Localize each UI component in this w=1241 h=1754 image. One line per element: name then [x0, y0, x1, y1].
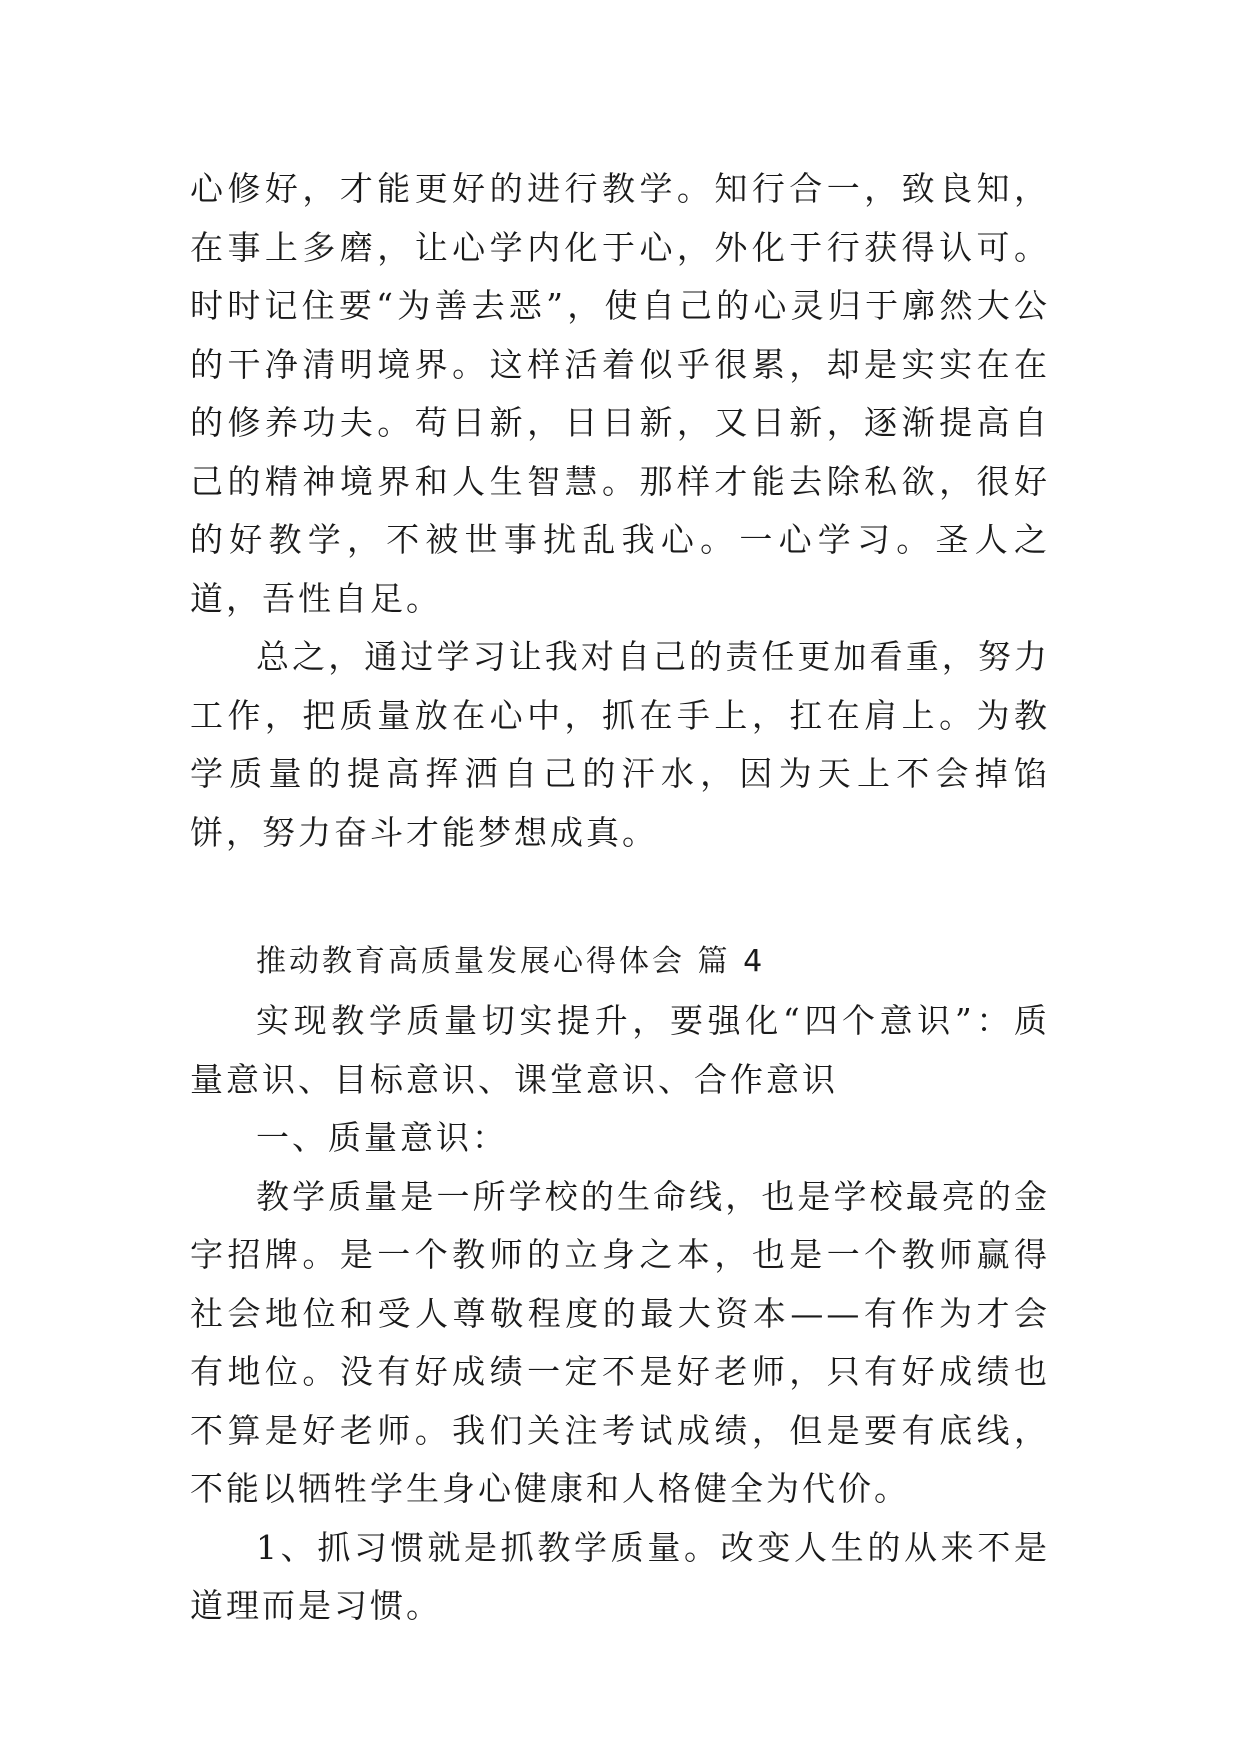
paragraph-habits: 1、抓习惯就是抓教学质量。改变人生的从来不是道理而是习惯。: [190, 1527, 1050, 1625]
paragraph-quality-lifeline: 教学质量是一所学校的生命线，也是学校最亮的金字招牌。是一个教师的立身之本，也是一个教师赢得社会地位和受人尊敬程度的最大资本——有作为才会有地位。没有好成绩一定不是好老师，只有好成绩也不算是好老师。我们关注考试成绩，但是要有底线，不能以牺牲学生身心健康和人格健全为代价。: [190, 1176, 1050, 1508]
document-body: [190, 160, 1050, 1636]
paragraph-continuation: 心修好，才能更好的进行教学。知行合一，致良知，在事上多磨，让心学内化于心，外化于行获得认可。时时记住要“为善去恶”，使自己的心灵归于廓然大公的干净清明境界。这样活着似乎很累，却是实实在在的修养功夫。苟日新，日日新，又日新，逐渐提高自己的精神境界和人生智慧。那样才能去除私欲，很好的好教学，不被世事扰乱我心。一心学习。圣人之道，吾性自足。: [190, 169, 1050, 618]
paragraph-conclusion: 总之，通过学习让我对自己的责任更加看重，努力工作，把质量放在心中，抓在手上，扛在肩上。为教学质量的提高挥洒自己的汗水，因为天上不会掉馅饼，努力奋斗才能梦想成真。: [190, 637, 1050, 852]
section-heading: 推动教育高质量发展心得体会 篇 4: [256, 944, 766, 979]
section-4: [190, 932, 1050, 1636]
paragraph-four-awareness: 实现教学质量切实提升，要强化“四个意识”：质量意识、目标意识、课堂意识、合作意识: [190, 1001, 1050, 1099]
subheading-quality-awareness: 一、质量意识：: [256, 1118, 508, 1157]
